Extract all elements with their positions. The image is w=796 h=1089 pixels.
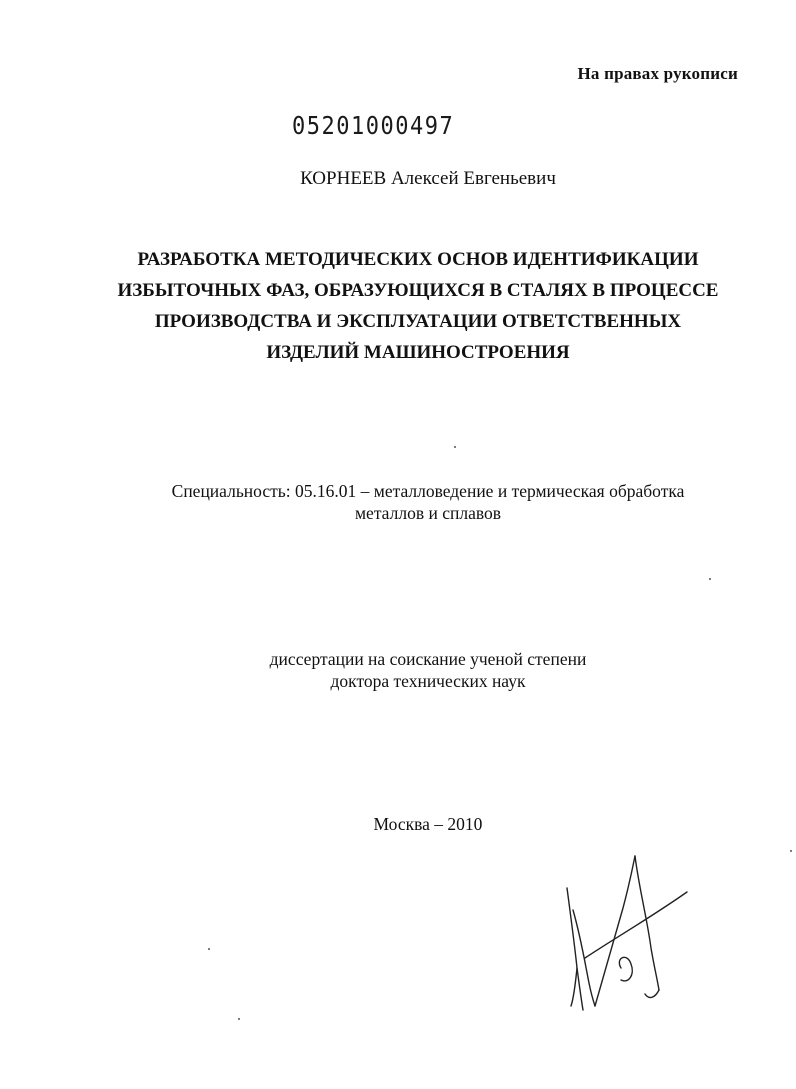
degree-statement	[0, 648, 796, 692]
author-name: КОРНЕЕВ Алексей Евгеньевич	[300, 168, 556, 189]
catalog-number: 05201000497	[292, 112, 455, 141]
speciality-line: Специальность: 05.16.01 – металловедение и термическая обработка	[171, 481, 685, 501]
title-line: ИЗБЫТОЧНЫХ ФАЗ, ОБРАЗУЮЩИХСЯ В СТАЛЯХ В ПРОЦЕССЕ	[117, 280, 719, 301]
manuscript-note: На правах рукописи	[577, 64, 738, 83]
dissertation-title	[90, 244, 746, 368]
speciality-line: металлов и сплавов	[354, 503, 501, 523]
degree-line: диссертации на соискание ученой степени	[269, 649, 587, 669]
city-year: Москва – 2010	[373, 814, 483, 834]
scan-speck	[238, 1018, 240, 1020]
title-line: ПРОИЗВОДСТВА И ЭКСПЛУАТАЦИИ ОТВЕТСТВЕННЫХ	[154, 311, 682, 332]
degree-line: доктора технических наук	[330, 671, 526, 691]
scan-speck	[454, 446, 456, 448]
scan-speck	[790, 850, 792, 852]
speciality	[0, 480, 796, 524]
handwritten-signature	[555, 848, 705, 1018]
scan-speck	[709, 578, 711, 580]
scan-speck	[208, 948, 210, 950]
title-line: ИЗДЕЛИЙ МАШИНОСТРОЕНИЯ	[266, 342, 570, 363]
title-line: РАЗРАБОТКА МЕТОДИЧЕСКИХ ОСНОВ ИДЕНТИФИКАЦИИ	[137, 249, 699, 270]
